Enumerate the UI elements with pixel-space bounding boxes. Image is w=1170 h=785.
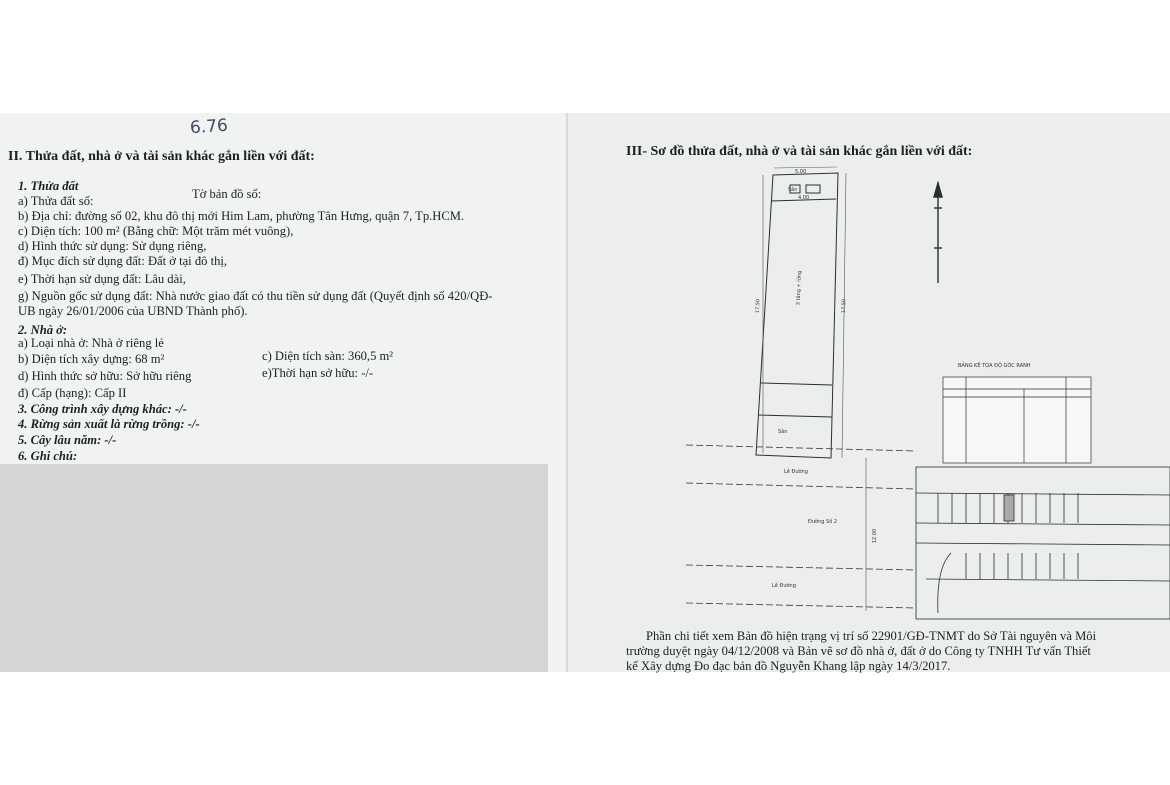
road-label-1: Lề Đường — [784, 469, 808, 475]
ownership-term: e)Thời hạn sở hữu: -/- — [262, 366, 374, 380]
road-label-2: Đường Số 2 — [808, 519, 838, 525]
certificate-scan — [0, 113, 1170, 672]
building-note: 3 tầng + lửng — [795, 270, 803, 306]
inner-width-label: 4.00 — [798, 195, 810, 201]
ownership-form: d) Hình thức sở hữu: Sở hữu riêng — [18, 369, 192, 383]
planted-forest: 4. Rừng sản xuất là rừng trồng: -/- — [18, 417, 200, 431]
other-works: 3. Công trình xây dựng khác: -/- — [18, 402, 187, 416]
section-title-iii: III- Sơ đồ thửa đất, nhà ở và tài sản khác gắn liền với đất: — [626, 144, 973, 159]
rear-yard-label: Sân — [788, 187, 798, 193]
side-length-label-right: 17.50 — [840, 298, 848, 314]
use-form: d) Hình thức sử dụng: Sử dụng riêng, — [18, 239, 207, 253]
road-edge-1 — [686, 445, 916, 451]
use-term: e) Thời hạn sử dụng đất: Lâu dài, — [18, 272, 186, 286]
top-width-label: 5.00 — [795, 169, 807, 175]
address: b) Địa chỉ: đường số 02, khu đô thị mới Him Lam, phường Tân Hưng, quận 7, Tp.HCM. — [18, 209, 465, 223]
handwritten-note: 6.76 — [189, 115, 229, 139]
use-purpose: đ) Mục đích sử dụng đất: Đất ở tại đô thị, — [18, 254, 228, 268]
floor-area: c) Diện tích sàn: 360,5 m² — [262, 349, 394, 363]
footnote-line-2: trường duyệt ngày 04/12/2008 và Bản vẽ sơ đồ nhà ở, đất ở do Công ty TNHH Tư vấn Thiết — [626, 644, 1091, 658]
built-area: b) Diện tích xây dựng: 68 m² — [18, 352, 165, 366]
road-edge-4 — [686, 603, 916, 608]
front-line — [759, 415, 832, 417]
page-fold — [566, 113, 568, 672]
location-inset-map — [916, 467, 1170, 619]
parcel-number: a) Thửa đất số: — [18, 194, 94, 208]
right-dimension-line — [842, 173, 846, 458]
side-length-label: 17.50 — [754, 298, 762, 314]
house-grade: đ) Cấp (hạng): Cấp II — [18, 386, 127, 400]
road-label-3: Lề Đường — [772, 583, 796, 589]
redacted-area — [0, 464, 548, 672]
coord-table-title: BẢNG KÊ TỌA ĐỘ GÓC RANH — [958, 363, 1031, 369]
land-area: c) Diện tích: 100 m² (Bằng chữ: Một trăm mét vuông), — [18, 224, 294, 238]
map-sheet-number: Tờ bản đồ số: — [192, 187, 262, 201]
front-yard-label: Sân — [778, 429, 788, 435]
footnote-line-3: kế Xây dựng Đo đạc bản đồ Nguyễn Khang lập ngày 14/3/2017. — [626, 659, 951, 673]
land-origin-1: g) Nguồn gốc sử dụng đất: Nhà nước giao đất có thu tiền sử dụng đất (Quyết định số 420/QĐ- — [18, 289, 493, 303]
right-page — [566, 113, 1170, 672]
notes-heading: 6. Ghi chú: — [18, 449, 78, 463]
land-heading: 1. Thửa đất — [18, 179, 79, 193]
road-edge-3 — [686, 565, 916, 570]
north-arrow-icon — [934, 183, 942, 283]
front-wall-line — [761, 383, 832, 385]
footnote-line-1: Phần chi tiết xem Bản đồ hiện trạng vị trí số 22901/GĐ-TNMT do Sở Tài nguyên và Môi — [646, 629, 1097, 643]
top-dimension-line — [774, 167, 837, 168]
coordinate-table — [943, 377, 1091, 463]
perennial-trees: 5. Cây lâu năm: -/- — [18, 433, 117, 447]
rear-cell-2 — [806, 185, 820, 193]
section-title-ii: II. Thửa đất, nhà ở và tài sản khác gắn liền với đất: — [8, 149, 315, 164]
left-page — [0, 113, 566, 672]
road-edge-2 — [686, 483, 916, 489]
house-heading: 2. Nhà ở: — [18, 323, 68, 337]
house-type: a) Loại nhà ở: Nhà ở riêng lẻ — [18, 336, 164, 350]
road-width-label: 12.00 — [872, 528, 879, 544]
site-plan-diagram — [566, 113, 1170, 672]
land-origin-2: UB ngày 26/01/2006 của UBND Thành phố). — [18, 304, 248, 318]
